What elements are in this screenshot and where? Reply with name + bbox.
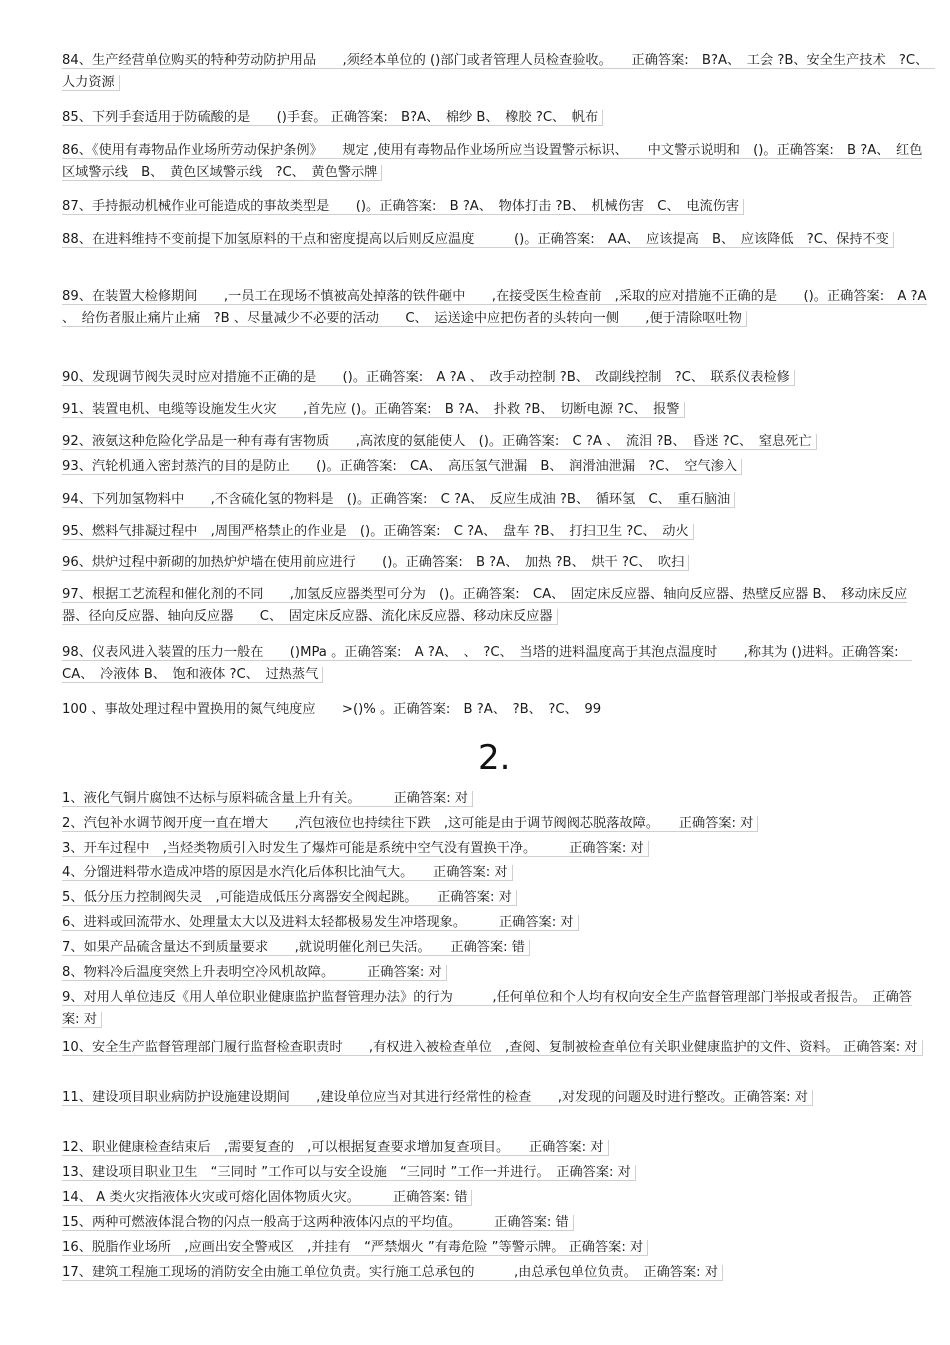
question-98: 98、仪表风进入装置的压力一般在 ()MPa 。正确答案: A ?A、 、 ?C、 当塔的进料温度高于其泡点温度时 ,称其为 ()进料。正确答案: CA、 冷液体 B、 饱和液体 ?C、 过热蒸气 [62, 645, 912, 682]
question-100: 100 、事故处理过程中置换用的氮气纯度应 >()% 。正确答案: B ?A、 ?B、 ?C、 99 [62, 702, 602, 717]
question-95: 95、燃料气排凝过程中 ,周围严格禁止的作业是 ()。正确答案: C ?A、 盘车 ?B、 打扫卫生 ?C、 动火 [62, 521, 927, 543]
judgement-1: 1、液化气铜片腐蚀不达标与原料硫含量上升有关。 正确答案: 对 [62, 788, 927, 810]
judgement-12: 12、职业健康检查结束后 ,需要复查的 ,可以根据复查要求增加复查项目。 正确答案: 对 [62, 1137, 927, 1159]
judgement-4: 4、分馏进料带水造成冲塔的原因是水汽化后体积比油气大。 正确答案: 对 [62, 862, 927, 884]
section-heading: 2. [478, 738, 511, 778]
judgement-7: 7、如果产品硫含量达不到质量要求 ,就说明催化剂已失活。 正确答案: 错 [62, 937, 927, 959]
judgement-6: 6、进料或回流带水、处理量太大以及进料太轻都极易发生冲塔现象。 正确答案: 对 [62, 912, 927, 934]
judgement-15: 15、两种可燃液体混合物的闪点一般高于这两种液体闪点的平均值。 正确答案: 错 [62, 1212, 927, 1234]
judgement-8: 8、物料冷后温度突然上升表明空冷风机故障。 正确答案: 对 [62, 962, 927, 984]
question-96: 96、烘炉过程中新砌的加热炉炉墙在使用前应进行 ()。正确答案: B ?A、 加热 ?B、 烘干 ?C、 吹扫 [62, 552, 927, 574]
judgement-2: 2、汽包补水调节阀开度一直在增大 ,汽包液位也持续往下跌 ,这可能是由于调节阀阀芯脱落故障。 正确答案: 对 [62, 813, 927, 835]
question-94: 94、下列加氢物料中 ,不含硫化氢的物料是 ()。正确答案: C ?A、 反应生成油 ?B、 循环氢 C、 重石脑油 [62, 489, 927, 511]
judgement-10: 10、安全生产监督管理部门履行监督检查职责时 ,有权进入被检查单位 ,查阅、复制被检查单位有关职业健康监护的文件、资料。 正确答案: 对 [62, 1037, 927, 1059]
question-88: 88、在进料维持不变前提下加氢原料的干点和密度提高以后则反应温度 ()。正确答案: AA、 应该提高 B、 应该降低 ?C、保持不变 [62, 229, 927, 251]
question-93: 93、汽轮机通入密封蒸汽的目的是防止 ()。正确答案: CA、 高压氢气泄漏 B、 润滑油泄漏 ?C、 空气渗入 [62, 456, 927, 478]
judgement-11: 11、建设项目职业病防护设施建设期间 ,建设单位应当对其进行经常性的检查 ,对发现的问题及时进行整改。正确答案: 对 [62, 1087, 927, 1109]
judgement-5: 5、低分压力控制阀失灵 ,可能造成低压分离器安全阀起跳。 正确答案: 对 [62, 887, 927, 909]
judgement-3: 3、开车过程中 ,当烃类物质引入时发生了爆炸可能是系统中空气没有置换干净。 正确答案: 对 [62, 838, 927, 860]
question-92: 92、液氨这种危险化学品是一种有毒有害物质 ,高浓度的氨能使人 ()。正确答案: C ?A 、 流泪 ?B、 昏迷 ?C、 窒息死亡 [62, 431, 927, 453]
question-97: 97、根据工艺流程和催化剂的不同 ,加氢反应器类型可分为 ()。正确答案: CA、 固定床反应器、轴向反应器、热壁反应器 B、 移动床反应器、径向反应器、轴向反应器 C、 固定床反应器、流化床反应器、移动床反应器 [62, 587, 908, 624]
judgement-16: 16、脱脂作业场所 ,应画出安全警戒区 ,并挂有 “严禁烟火 ”有毒危险 ”等警示牌。 正确答案: 对 [62, 1237, 927, 1259]
judgement-17: 17、建筑工程施工现场的消防安全由施工单位负责。实行施工总承包的 ,由总承包单位负责。 正确答案: 对 [62, 1262, 927, 1284]
question-85: 85、下列手套适用于防硫酸的是 ()手套。 正确答案: B?A、 棉纱 B、 橡胶 ?C、 帆布 [62, 107, 927, 129]
judgement-14: 14、 A 类火灾指液体火灾或可熔化固体物质火灾。 正确答案: 错 [62, 1187, 927, 1209]
judgement-9: 9、对用人单位违反《用人单位职业健康监护监督管理办法》的行为 ,任何单位和个人均有权向安全生产监督管理部门举报或者报告。 正确答案: 对 [62, 990, 912, 1027]
question-86: 86、《使用有毒物品作业场所劳动保护条例》 规定 ,使用有毒物品作业场所应当设置警示标识、 中文警示说明和 ()。正确答案: B ?A、 红色区域警示线 B、 黄色区域警示线 ?C、 黄色警示牌 [62, 143, 923, 180]
question-89: 89、在装置大检修期间 ,一员工在现场不慎被高处掉落的铁件砸中 ,在接受医生检查前 ,采取的应对措施不正确的是 ()。正确答案: A ?A 、 给伤者服止痛片止痛 ?B 、尽量减少不必要的活动 C、 运送途中应把伤者的头转向一侧 ,便于清除呕吐物 [62, 289, 927, 326]
question-84: 84、生产经营单位购买的特种劳动防护用品 ,须经本单位的 ()部门或者管理人员检查验收。 正确答案: B?A、 工会 ?B、安全生产技术 ?C、 人力资源 [62, 53, 935, 90]
question-87: 87、手持振动机械作业可能造成的事故类型是 ()。正确答案: B ?A、 物体打击 ?B、 机械伤害 C、 电流伤害 [62, 196, 927, 218]
question-90: 90、发现调节阀失灵时应对措施不正确的是 ()。正确答案: A ?A 、 改手动控制 ?B、 改副线控制 ?C、 联系仪表检修 [62, 367, 927, 389]
judgement-13: 13、建设项目职业卫生 “三同时 ”工作可以与安全设施 “三同时 ”工作一并进行。 正确答案: 对 [62, 1162, 927, 1184]
question-91: 91、装置电机、电缆等设施发生火灾 ,首先应 ()。正确答案: B ?A、 扑救 ?B、 切断电源 ?C、 报警 [62, 399, 927, 421]
